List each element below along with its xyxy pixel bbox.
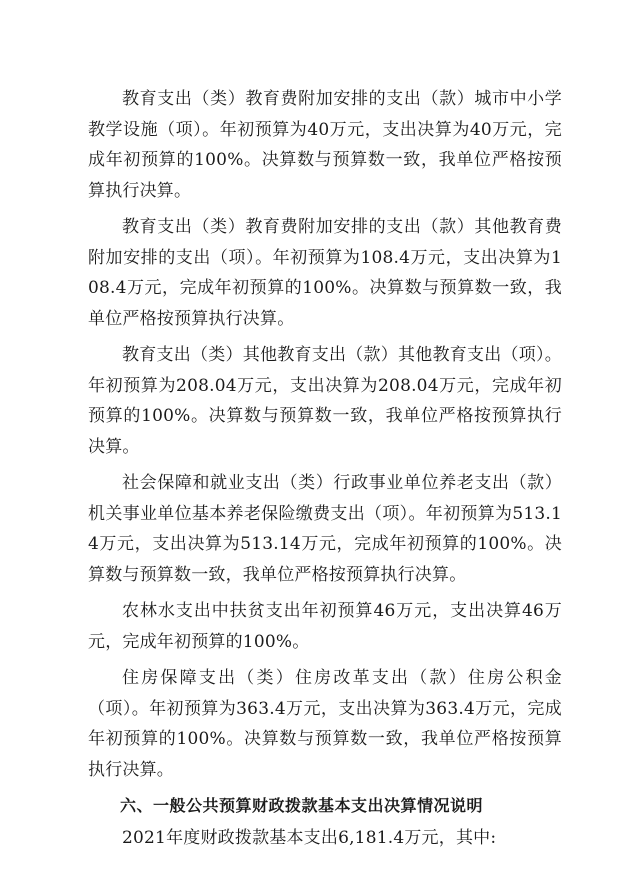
section-heading: 六、一般公共预算财政拨款基本支出决算情况说明 [120,796,484,815]
summary-line: 2021年度财政拨款基本支出6,181.4万元，其中: [122,828,497,848]
document-body [88,84,562,853]
paragraph-education-facilities: 教育支出（类）教育费附加安排的支出（款）城市中小学教学设施（项）。年初预算为40万元，支出决算为40万元，完成年初预算的100%。决算数与预算数一致，我单位严格按预算执行决算。 [88,89,562,201]
paragraph-poverty-alleviation: 农林水支出中扶贫支出年初预算46万元，支出决算46万元，完成年初预算的100%。 [88,601,562,652]
paragraph-education-other: 教育支出（类）其他教育支出（款）其他教育支出（项）。年初预算为208.04万元，支出决算为208.04万元，完成年初预算的100%。决算数与预算数一致，我单位严格按预算执行决算。 [88,345,562,457]
paragraph-education-other-surcharge: 教育支出（类）教育费附加安排的支出（款）其他教育费附加安排的支出（项）。年初预算为108.4万元，支出决算为108.4万元，完成年初预算的100%。决算数与预算数一致，我单位严格按预算执行决算。 [88,217,562,329]
paragraph-housing: 住房保障支出（类）住房改革支出（款）住房公积金（项）。年初预算为363.4万元，支出决算为363.4万元，完成年初预算的100%。决算数与预算数一致，我单位严格按预算执行决算。 [88,668,562,780]
paragraph-social-security: 社会保障和就业支出（类）行政事业单位养老支出（款）机关事业单位基本养老保险缴费支出（项）。年初预算为513.14万元，支出决算为513.14万元，完成年初预算的100%。决算数与预算数一致，我单位严格按预算执行决算。 [88,473,562,585]
